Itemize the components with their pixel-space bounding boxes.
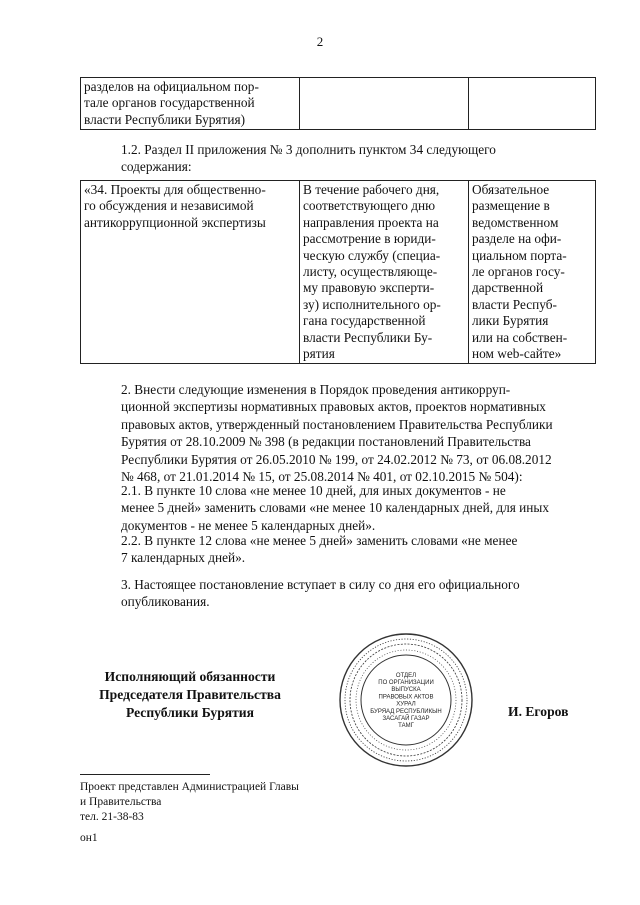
text-line: № 468, от 21.01.2014 № 15, от 25.08.2014 № 401, от 02.10.2015 № 504): [121,469,523,485]
text-line: и Правительства [80,796,162,808]
seal-text-line: ОТДЕЛ [395,672,417,679]
text-line: содержания: [121,159,192,175]
table-cell-document-type [81,78,300,130]
text-line: циальном порта- [472,247,567,263]
text-line: Республики Бурятия [125,705,254,720]
signer-title [80,668,300,722]
paragraph-2-1 [80,482,592,534]
footnote [80,780,299,825]
table-continued [80,77,596,130]
text-line: дарственной [472,280,544,296]
text-line: зу) исполнительного ор- [303,296,441,312]
text-line: ционной экспертизы нормативных правовых актов, проектов нормативных [121,399,546,415]
text-line: 1.2. Раздел II приложения № 3 дополнить пунктом 34 следующего [121,142,496,157]
seal-text-line: ЗАСАГАЙ ГАЗАР [382,716,430,722]
paragraph-2 [80,381,592,485]
text-line: го обсуждения и независимой [84,198,254,214]
text-line: тале органов государственной [84,95,255,111]
table-cell-placement [469,78,596,130]
text-line: ле органов госу- [472,264,565,280]
text-line: «34. Проекты для общественно- [84,182,266,197]
table-row [81,78,596,130]
table-cell-placement [469,181,596,364]
text-line: В течение рабочего дня, [303,182,440,197]
text-line: рятия [303,346,335,362]
text-line: 2. Внести следующие изменения в Порядок проведения антикорруп- [121,382,511,397]
paragraph-2-2 [80,532,592,567]
official-seal [338,632,474,768]
signer-name: И. Егоров [508,704,569,719]
text-line: гана государственной [303,313,426,329]
text-line: разделов на официальном пор- [84,79,259,94]
seal-text-line: БУРЯАД РЕСПУБЛИКЫН [370,708,442,715]
text-line: Бурятия от 28.10.2009 № 398 (в редакции постановлений Правительства [121,434,531,450]
text-line: Проект представлен Администрацией Главы [80,781,299,793]
table-cell-deadline [300,78,469,130]
text-line: 7 календарных дней». [121,550,246,566]
text-line: опубликования. [121,594,210,610]
table-cell-deadline [300,181,469,364]
text-line: или на собствен- [472,329,568,345]
seal-text-line: ПО ОРГАНИЗАЦИИ [378,680,434,686]
text-line: Председателя Правительства [99,687,281,702]
document-id: он1 [80,832,98,844]
page-number: 2 [316,34,324,49]
table-item-34 [80,180,596,364]
text-line: 3. Настоящее постановление вступает в силу со дня его официального [121,577,520,592]
text-line: Республики Бурятия от 26.05.2010 № 199, от 24.02.2012 № 73, от 06.08.2012 [121,451,552,467]
paragraph-3 [80,576,592,611]
text-line: Исполняющий обязанности [104,669,276,684]
text-line: власти Республики Бу- [303,329,433,345]
text-line: 2.2. В пункте 12 слова «не менее 5 дней» заменить словами «не менее [121,533,518,548]
seal-text-line: ПРАВОВЫХ АКТОВ [378,694,434,701]
text-line: ческую службу (специа- [303,247,441,263]
footnote-divider [80,774,210,775]
text-line: листу, осуществляюще- [303,264,438,280]
seal-text-line: ВЫПУСКА [391,687,421,694]
text-line: власти Республики Бурятия) [84,111,246,127]
text-line: направления проекта на [303,214,439,230]
text-line: 2.1. В пункте 10 слова «не менее 10 дней, для иных документов - не [121,483,506,498]
text-line: документов - не менее 5 календарных дней». [121,517,376,533]
text-line: ведомственном [472,214,559,230]
text-line: рассмотрение в юриди- [303,231,436,247]
seal-text-line: ТАМГ [398,723,414,730]
seal-text-line: ХУРАЛ [396,701,416,708]
text-line: антикоррупционной экспертизы [84,214,266,230]
table-cell-document-type [81,181,300,364]
text-line: тел. 21-38-83 [80,811,144,823]
text-line: лики Бурятия [472,313,549,329]
table-row [81,181,596,364]
text-line: правовых актов, утвержденный постановлением Правительства Республики [121,416,553,432]
text-line: власти Респуб- [472,296,557,312]
text-line: менее 5 дней» заменить словами «не менее 10 календарных дней, для иных [121,500,549,516]
text-line: размещение в [472,198,550,214]
text-line: ном web-сайте» [472,346,562,362]
text-line: соответствующего дню [303,198,436,214]
text-line: Обязательное [472,182,550,197]
text-line: разделе на офи- [472,231,562,247]
text-line: му правовую эксперти- [303,280,435,296]
paragraph-1-2 [80,141,592,176]
